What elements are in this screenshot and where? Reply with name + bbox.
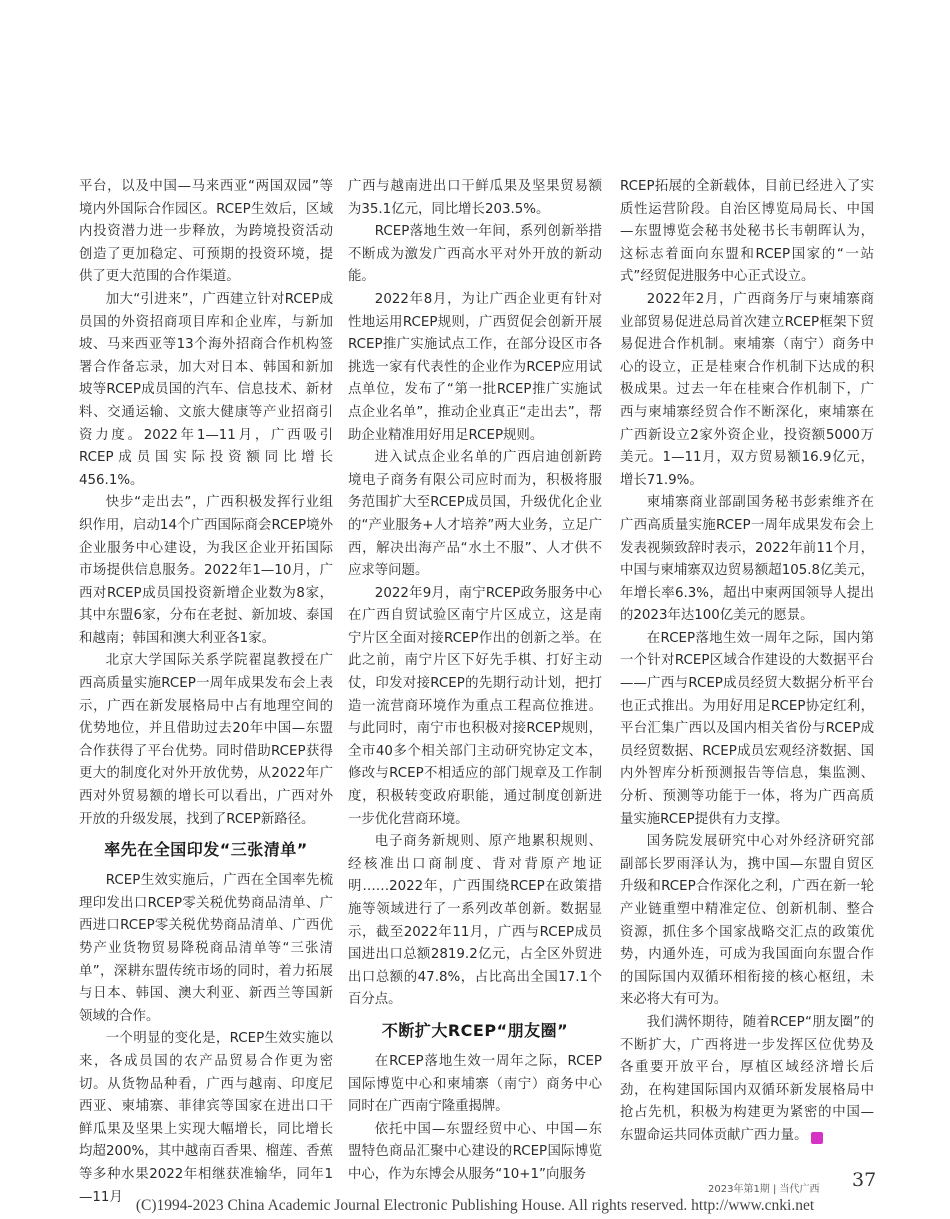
paragraph-text: 在RCEP落地生效一周年之际，RCEP国际博览中心和柬埔寨（南宁）商务中心同时在广西南宁隆重揭牌。 xyxy=(348,1053,602,1115)
article-paragraph xyxy=(79,1028,333,1209)
article-paragraph xyxy=(620,1012,874,1148)
section-heading: 率先在全国印发“三张清单” xyxy=(104,840,308,860)
issue-label: 2023年第1期 | 当代广西 xyxy=(708,1184,820,1195)
article-paragraph xyxy=(348,1119,602,1187)
article-paragraph xyxy=(348,1051,602,1119)
article-paragraph xyxy=(348,583,602,832)
article-paragraph xyxy=(620,492,874,628)
paragraph-text: 柬埔寨商业部副国务秘书彭索维齐在广西高质量实施RCEP一周年成果发布会上发表视频致辞时表示，2022年前11个月，中国与柬埔寨双边贸易额超105.8亿美元，年增长率6.3%，超出中柬两国领导人提出的2023年达100亿美元的愿景。 xyxy=(620,495,874,624)
paragraph-text: 平台，以及中国—马来西亚“两国双园”等境内外国际合作园区。RCEP生效后，区域内投资潜力进一步释放，为跨境投资活动创造了更加稳定、可预期的投资环境，提供了更大范围的合作渠道。 xyxy=(79,179,333,285)
article-paragraph xyxy=(79,870,333,1028)
paragraph-text: 2022年8月，为让广西企业更有针对性地运用RCEP规则，广西贸促会创新开展RCEP推广实施试点工作，在部分设区市各挑选一家有代表性的企业作为RCEP应用试点单位，发布了“第一批RCEP推广实施试点企业名单”，推动企业真正“走出去”，帮助企业精准用好用足RCEP规则。 xyxy=(348,291,602,443)
paragraph-text: 电子商务新规则、原产地累积规则、经核准出口商制度、背对背原产地证明……2022年，广西围绕RCEP在政策措施等领域进行了一系列改革创新。数据显示，截至2022年11月，广西与RCEP成员国进出口总额2819.2亿元，占全区外贸进出口总额的47.8%，占比高出全国17.1个百分点。 xyxy=(348,834,602,1008)
section-heading: 不断扩大RCEP“朋友圈” xyxy=(381,1020,569,1040)
article-paragraph xyxy=(348,221,602,289)
article-column-3 xyxy=(620,176,874,1148)
article-paragraph xyxy=(348,176,602,221)
article-paragraph xyxy=(620,176,874,289)
article-paragraph xyxy=(620,289,874,492)
copyright-notice: (C)1994-2023 China Academic Journal Electronic Publishing House. All rights reserved. http://www.cnki.net xyxy=(135,1197,815,1214)
paragraph-text: 一个明显的变化是，RCEP生效实施以来，各成员国的农产品贸易合作更为密切。从货物品种看，广西与越南、印度尼西亚、柬埔寨、菲律宾等国家在进出口干鲜瓜果及坚果上实现大幅增长，同比增长均超200%，其中越南百香果、榴莲、香蕉等多种水果2022年相继获准输华，同年1—11月 xyxy=(79,1031,333,1205)
article-paragraph xyxy=(620,831,874,1012)
paragraph-text: 国务院发展研究中心对外经济研究部副部长罗雨泽认为，携中国—东盟自贸区升级和RCEP合作深化之利，广西在新一轮产业链重塑中精准定位、创新机制、整合资源，抓住多个国家战略交汇点的政策优势，内通外连，可成为我国面向东盟合作的国际国内双循环相衔接的核心枢纽，未来必将大有可为。 xyxy=(620,834,874,1008)
paragraph-text: 北京大学国际关系学院翟崑教授在广西高质量实施RCEP一周年成果发布会上表示，广西在新发展格局中占有地理空间的优势地位，并且借助过去20年中国—东盟合作获得了平台优势。同时借助RCEP获得更大的制度化对外开放优势，从2022年广西对外贸易额的增长可以看出，广西对外开放的升级发展，找到了RCEP新路径。 xyxy=(79,653,333,827)
article-paragraph xyxy=(348,831,602,1012)
article-column-2 xyxy=(348,176,602,1187)
paragraph-text: 2022年9月，南宁RCEP政务服务中心在广西自贸试验区南宁片区成立，这是南宁片区全面对接RCEP作出的创新之举。在此之前，南宁片区下好先手棋、打好主动仗，印发对接RCEP的先期行动计划，把打造一流营商环境作为重点工程高位推进。与此同时，南宁市也积极对接RCEP规则，全市40多个相关部门主动研究协定文本，修改与RCEP不相适应的部门规章及工作制度，积极转变政府职能，通过制度创新进一步优化营商环境。 xyxy=(348,585,602,827)
article-paragraph xyxy=(79,289,333,492)
paragraph-text: 我们满怀期待，随着RCEP“朋友圈”的不断扩大，广西将进一步发挥区位优势及各重要开放平台，厚植区域经济增长后劲，在构建国际国内双循环新发展格局中抢占先机，积极为构建更为紧密的中国—东盟命运共同体贡献广西力量。 xyxy=(620,1014,874,1143)
paragraph-text: RCEP落地生效一年间，系列创新举措不断成为激发广西高水平对外开放的新动能。 xyxy=(348,224,602,285)
paragraph-text: 广西与越南进出口干鲜瓜果及坚果贸易额为35.1亿元，同比增长203.5%。 xyxy=(348,179,602,217)
article-column-1 xyxy=(79,176,333,1209)
paragraph-text: RCEP拓展的全新载体，目前已经进入了实质性运营阶段。自治区博览局局长、中国—东盟博览会秘书处秘书长韦朝晖认为，这标志着面向东盟和RCEP国家的“一站式”经贸促进服务中心正式设立。 xyxy=(620,179,874,285)
paragraph-text: 2022年2月，广西商务厅与柬埔寨商业部贸易促进总局首次建立RCEP框架下贸易促进合作机制。柬埔寨（南宁）商务中心的设立，正是桂柬合作机制下达成的积极成果。过去一年在桂柬合作机制下，广西与柬埔寨经贸合作不断深化，柬埔寨在广西新设立2家外资企业，投资额5000万美元。1—11月，双方贸易额16.9亿元，增长71.9%。 xyxy=(620,291,874,488)
paragraph-text: 进入试点企业名单的广西启迪创新跨境电子商务有限公司应时而为，积极将服务范围扩大至RCEP成员国，升级优化企业的“产业服务+人才培养”两大业务，立足广西，解决出海产品“水土不服”、人才供不应求等问题。 xyxy=(348,450,602,579)
paragraph-text: RCEP生效实施后，广西在全国率先梳理印发出口RCEP零关税优势商品清单、广西进口RCEP零关税优势商品清单、广西优势产业货物贸易降税商品清单等“三张清单”，深耕东盟传统市场的同时，着力拓展与日本、韩国、澳大利亚、新西兰等国新领域的合作。 xyxy=(79,873,333,1024)
article-paragraph xyxy=(348,289,602,447)
article-paragraph xyxy=(620,628,874,831)
article-paragraph xyxy=(79,650,333,831)
paragraph-text: 快步“走出去”，广西积极发挥行业组织作用，启动14个广西国际商会RCEP境外企业服务中心建设，为我区企业开拓国际市场提供信息服务。2022年1—10月，广西对RCEP成员国投资新增企业数为8家，其中东盟6家，分布在老挝、新加坡、泰国和越南；韩国和澳大利亚各1家。 xyxy=(79,495,333,646)
end-mark-icon: ⊃ xyxy=(811,1132,823,1144)
article-paragraph xyxy=(79,176,333,289)
paragraph-text: 加大“引进来”，广西建立针对RCEP成员国的外资招商项目库和企业库，与新加坡、马来西亚等13个海外招商合作机构签署合作备忘录，加大对日本、韩国和新加坡等RCEP成员国的汽车、信息技术、新材料、交通运输、文旅大健康等产业招商引资力度。2022年1—11月，广西吸引RCEP成员国实际投资额同比增长456.1%。 xyxy=(79,291,333,488)
paragraph-text: 在RCEP落地生效一周年之际，国内第一个针对RCEP区域合作建设的大数据平台——广西与RCEP成员经贸大数据分析平台也正式推出。为用好用足RCEP协定红利，平台汇集广西以及国内相关省份与RCEP成员经贸数据、RCEP成员宏观经济数据、国内外智库分析预测报告等信息，集监测、分析、预测等功能于一体，将为广西高质量实施RCEP提供有力支撑。 xyxy=(620,630,874,827)
article-paragraph xyxy=(79,492,333,650)
article-paragraph xyxy=(348,447,602,583)
paragraph-text: 依托中国—东盟经贸中心、中国—东盟特色商品汇聚中心建设的RCEP国际博览中心，作为东博会从服务“10+1”向服务 xyxy=(348,1121,602,1182)
page-number: 37 xyxy=(852,1169,877,1191)
